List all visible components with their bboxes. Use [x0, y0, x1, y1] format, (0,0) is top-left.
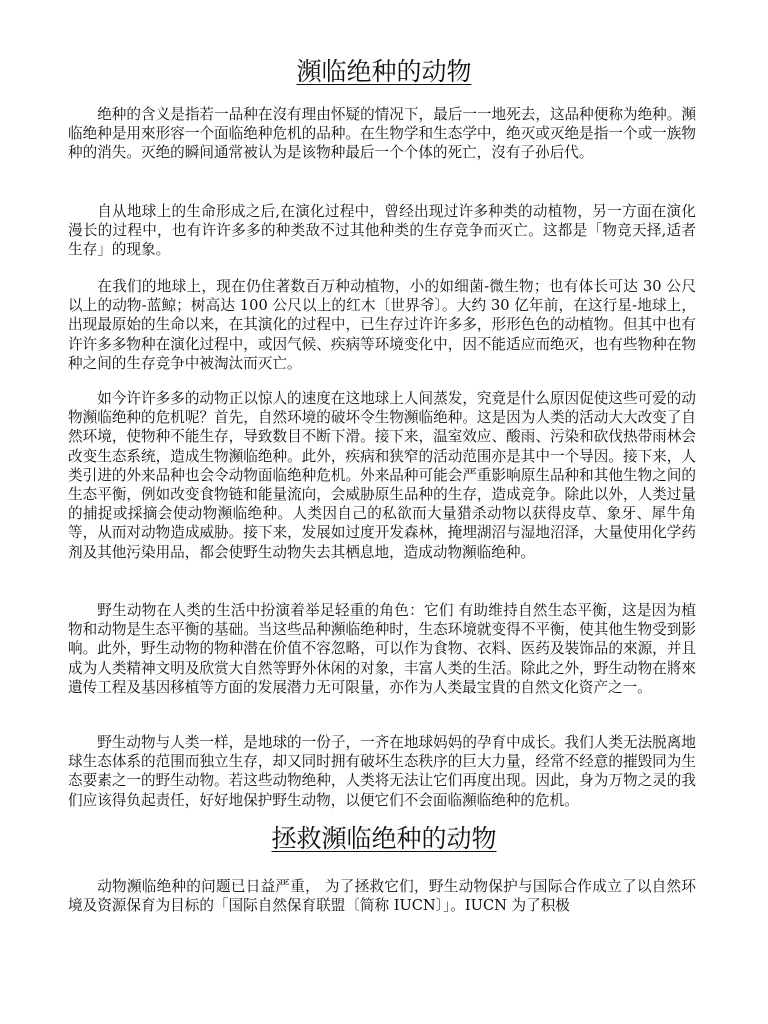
page-title: 瀕临绝种的动物	[296, 57, 472, 86]
paragraph-causes: 如今许许多多的动物正以惊人的速度在这地球上人间蒸发，究竟是什么原因促使这些可爱的动物瀕临绝种的危机呢？首先，自然环境的破坏令生物瀕临绝种。这是因为人类的活动大大改变了自然环境，使物种不能生存，导致数目不断下滑。接下来，温室效应、酸雨、污染和砍伐热带雨林会改变生态系统，造成生物瀕临绝种。此外，疾病和狭窄的活动范围亦是其中一个导因。接下来，人类引进的外来品种也会令动物面临绝种危机。外来品种可能会严重影响原生品种和其他生物之间的生态平衡，例如改变食物链和能量流向，会威胁原生品种的生存，造成竞争。除此以外，人类过量的捕捉或採摘会使动物瀕临绝种。人类因自己的私欲而大量猎杀动物以获得皮草、象牙、犀牛角等，从而对动物造成威胁。接下来，发展如过度开发森林，掩埋湖沼与湿地沼泽，大量使用化学药剂及其他污染用品，都会使野生动物失去其栖息地，造成动物瀕临绝种。	[68, 390, 696, 561]
section-title: 拯救瀕临绝种的动物	[271, 824, 497, 853]
paragraph-responsibility: 野生动物与人类一样，是地球的一份子，一齐在地球妈妈的孕育中成长。我们人类无法脱离地球生态体系的范围而独立生存，却又同时拥有破坏生态秩序的巨大力量，经常不经意的摧毁同为生态要素之一的野生动物。若这些动物绝种，人类将无法让它们再度出现。因此，身为万物之灵的我们应该得负起责任，好好地保护野生动物，以便它们不会面临瀕临绝种的危机。	[68, 734, 696, 809]
paragraph-evolution: 自从地球上的生命形成之后,在演化过程中，曾经出现过许多种类的动植物，另一方面在演化漫长的过程中，也有许许多多的种类敌不过其他种类的生存竞争而灭亡。这都是「物竞天择,适者生存」的现象。	[68, 203, 696, 259]
paragraph-importance: 野生动物在人类的生活中扮演着举足轻重的角色：它们 有助维持自然生态平衡，这是因为植物和动物是生态平衡的基础。当这些品种瀕临绝种时，生态环境就变得不平衡，使其他生物受到影响。此外，野生动物的物种潜在价值不容忽略，可以作为食物、衣料、医药及裝饰品的來源，并且成为人类精神文明及欣赏大自然等野外休闲的对象，丰富人类的生活。除此之外，野生动物在將來遺传工程及基因移植等方面的发展潜力无可限量，亦作为人类最宝貴的自然文化资产之一。	[68, 602, 696, 696]
paragraph-extinction-definition: 绝种的含义是指若一品种在沒有理由怀疑的情况下，最后一一地死去，这品种便称为绝种。瀕临绝种是用來形容一个面临绝种危机的品种。在生物学和生态学中，绝灭或灭绝是指一个或一族物种的消失。灭绝的瞬间通常被认为是该物种最后一个个体的死亡，沒有子孙后代。	[68, 106, 696, 162]
paragraph-iucn: 动物瀕临绝种的问题已日益严重， 为了拯救它们，野生动物保护与国际合作成立了以自然环境及资源保育为目标的「国际自然保育联盟〔简称 IUCN〕」。IUCN 为了积极	[68, 878, 696, 915]
paragraph-earth-species: 在我们的地球上，现在仍住著数百万种动植物，小的如细菌-微生物；也有体长可达 30 公尺以上的动物-蓝鲸；树高达 100 公尺以上的红木〔世界爷〕。大约 30 亿年前，在这行星-地球上，出现最原始的生命以来，在其演化的过程中，已生存过许许多多，形形色色的动植物。但其中也有许许多多物种在演化过程中，或因气候、疾病等环境变化中，因不能适应而绝灭，也有些物种在物种之间的生存竞争中被淘汰而灭亡。	[68, 278, 696, 372]
